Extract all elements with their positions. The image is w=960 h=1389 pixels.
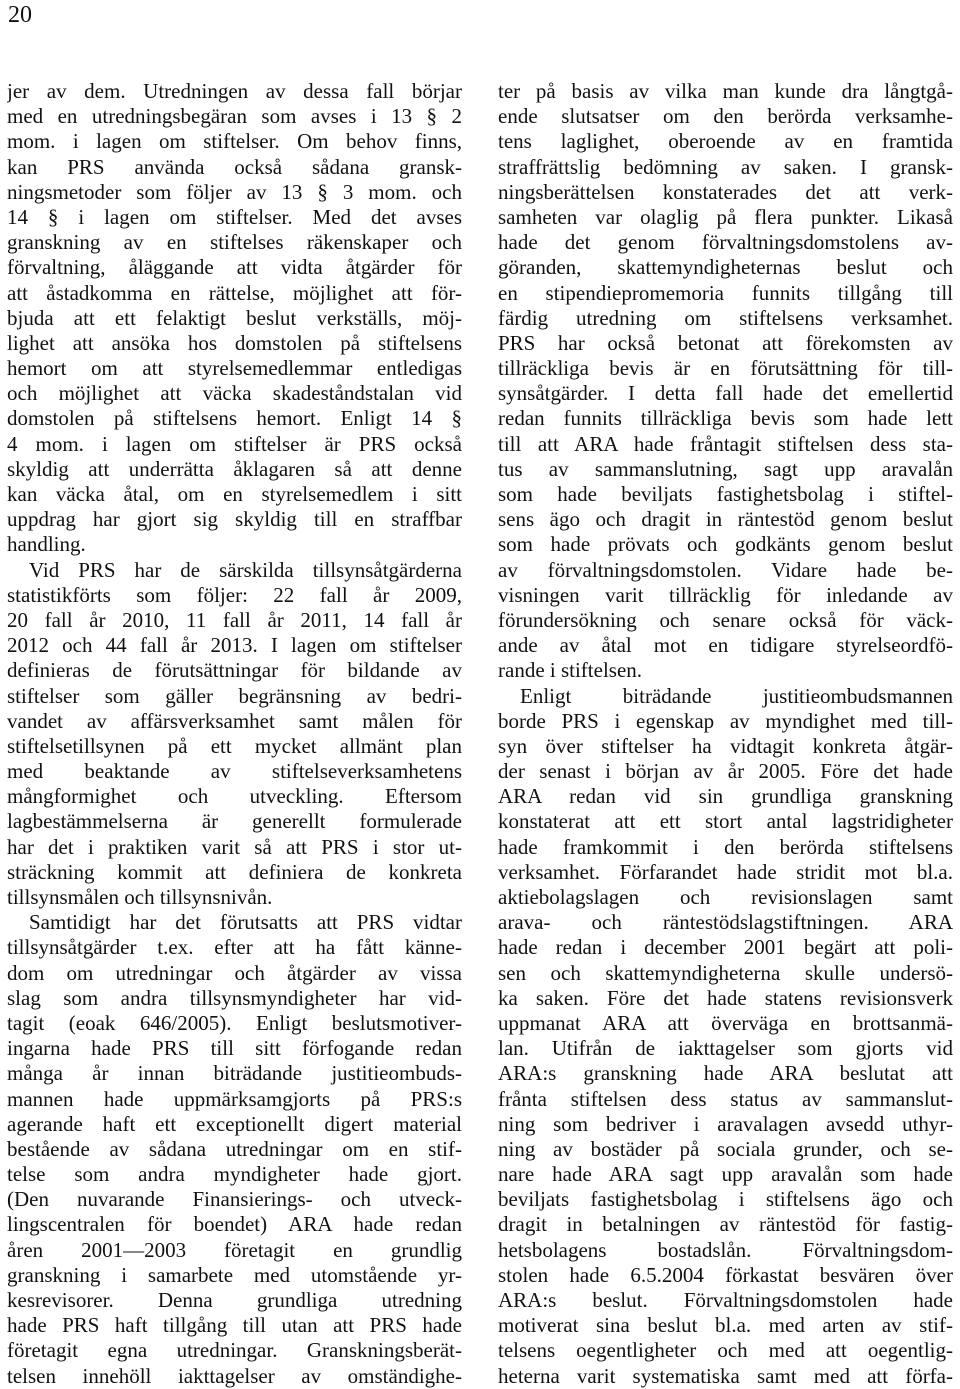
text-line: der senast i början av år 2005. Före det hade [498,759,953,784]
text-line: statistikförts som följer: 22 fall år 2009, [7,582,462,607]
text-line: arava- och räntestödslagstiftningen. ARA [498,910,953,935]
text-line: domstolen på stiftelsens hemort. Enligt 14 § [7,406,462,431]
text-line: agerande haft ett exceptionellt digert material [7,1111,462,1136]
text-line: synsåtgärder. I detta fall hade det emellertid [498,381,953,406]
text-line: 20 fall år 2010, 11 fall år 2011, 14 fall år [7,607,462,632]
text-line: tillräckliga bevis är en förutsättning för till- [498,356,953,381]
text-line: tagit (eoak 646/2005). Enligt beslutsmotiver- [7,1010,462,1035]
text-line: tillsynsmålen och tillsynsnivån. [7,885,273,910]
text-line: hade det genom förvaltningsdomstolens av- [498,230,953,255]
text-line: ning av bostäder på sociala grunder, och se- [498,1136,953,1161]
text-line: ning som bedriver i aravalagen avsedd uthyr- [498,1111,953,1136]
text-line: hemort om att styrelsemedlemmar entledigas [7,356,462,381]
text-line: hade redan i december 2001 begärt att poli- [498,935,953,960]
text-line: mannen hade uppmärksamgjorts på PRS:s [7,1086,462,1111]
text-line: bestående av sådana utredningar om en stif- [7,1136,462,1161]
text-line: heterna varit systematiska samt med att förfa- [498,1363,953,1388]
text-line: sens ägo och dragit in räntestöd genom beslut [498,507,953,532]
text-line: lingscentralen för boendet) ARA hade redan [7,1212,462,1237]
text-line: samheten var olaglig på flera punkter. Likaså [498,204,953,229]
text-line: som hade prövats och godkänts genom beslut [498,532,953,557]
text-line: motiverat sina beslut bl.a. med arten av stif- [498,1313,953,1338]
text-line: syn över stiftelser ha vidtagit konkreta åtgär- [498,733,953,758]
text-line: lan. Utifrån de iakttagelser som gjorts vid [498,1036,953,1061]
page-number: 20 [8,2,32,28]
text-line: jer av dem. Utredningen av dessa fall börjar [7,79,462,103]
text-line: telsens oegentligheter och med att oegentlig- [498,1338,953,1363]
text-line: skyldig att underrätta åklagaren så att denne [7,456,462,481]
text-line: dom om utredningar och åtgärder av vissa [7,960,462,985]
text-line: många år innan biträdande justitieombuds- [7,1061,462,1086]
text-line: stiftelser som gäller begränsning av bedri- [7,683,462,708]
text-line: Enligt biträdande justitieombudsmannen [520,683,953,708]
text-line: uppdrag har gjort sig skyldig till en straffbar [7,507,462,532]
text-line: Samtidigt har det förutsatts att PRS vidtar [29,910,462,935]
text-line: till att ARA hade fråntagit stiftelsen dess sta- [498,431,953,456]
text-line: nare hade ARA sagt upp aravalån som hade [498,1162,953,1187]
text-line: konstaterat att ett stort antal lagstridigheter [498,809,953,834]
text-line: definieras de förutsättningar för bildande av [7,658,462,683]
text-line: ende slutsatser om den berörda verksamhe- [498,104,953,129]
text-line: med en utredningsbegäran som avses i 13 § 2 [7,104,462,129]
text-line: PRS har också betonat att förekomsten av [498,330,953,355]
text-line: lagbestämmelserna är generellt formulerade [7,809,462,834]
text-line: åren 2001—2003 företagit en grundlig [7,1237,462,1262]
text-line: av förvaltningsdomstolen. Vidare hade be- [498,557,953,582]
text-line: ande av åtal mot en tidigare styrelseordfö- [498,633,953,658]
text-line: stolen hade 6.5.2004 förkastat besvären över [498,1262,953,1287]
text-line: hetsbolagens bostadslån. Förvaltningsdom- [498,1237,953,1262]
text-line: kan PRS använda också sådana gransk- [7,154,462,179]
text-line: lighet att ansöka hos domstolen på stiftelsens [7,330,462,355]
text-line: förundersökning och senare också för väck- [498,607,953,632]
text-line: en stipendiepromemoria funnits tillgång till [498,280,953,305]
text-line: förvaltning, åläggande att vidta åtgärder för [7,255,462,280]
text-line: uppmanat ARA att överväga en brottsanmä- [498,1010,953,1035]
left-column [7,79,462,1389]
text-line: visningen varit tillräcklig för inledande av [498,582,953,607]
text-line: kesrevisorer. Denna grundliga utredning [7,1288,462,1313]
text-line: ka saken. Före det hade statens revisionsverk [498,985,953,1010]
text-line: redan funnits tillräckliga bevis som hade lett [498,406,953,431]
right-column [498,79,953,1389]
text-line: bjuda att ett felaktigt beslut verkställs, möj- [7,305,462,330]
text-line: borde PRS i egenskap av myndighet med till- [498,708,953,733]
text-line: rande i stiftelsen. [498,658,643,683]
text-line: stiftelsetillsynen på ett mycket allmänt plan [7,733,462,758]
text-line: (Den nuvarande Finansierings- och utveck- [7,1187,462,1212]
text-line: ter på basis av vilka man kunde dra långtgå- [498,79,953,103]
text-line: mångformighet och utveckling. Eftersom [7,784,462,809]
text-line: kan väcka åtal, om en styrelsemedlem i sitt [7,482,462,506]
text-line: aktiebolagslagen och revisionslagen samt [498,885,953,910]
text-line: fråntа stiftelsen dess status av sammanslut- [498,1086,953,1111]
text-line: göranden, skattemyndigheternas beslut och [498,255,953,280]
text-line: tus av sammanslutning, sagt upp aravalån [498,456,953,481]
text-line: 2012 och 44 fall år 2013. I lagen om stiftelser [7,633,462,658]
text-line: ingarna hade PRS till sitt förfogande redan [7,1036,462,1061]
text-line: tens laglighet, oberoende av en framtida [498,129,953,154]
text-line: Vid PRS har de särskilda tillsynsåtgärderna [29,557,462,582]
text-line: vandet av affärsverksamhet samt målen för [7,708,462,733]
text-line: med beaktande av stiftelseverksamhetens [7,759,462,784]
text-line: 14 § i lagen om stiftelser. Med det avses [7,204,462,229]
text-line: granskning av en stiftelses räkenskaper och [7,230,462,255]
text-line: ARA:s granskning hade ARA beslutat att [498,1061,953,1086]
text-line: slag som andra tillsynsmyndigheter har vid- [7,985,462,1010]
text-line: färdig utredning om stiftelsens verksamhet. [498,305,953,330]
text-line: hade framkommit i den berörda stiftelsens [498,834,953,859]
text-line: tillsynsåtgärder t.ex. efter att ha fått känne- [7,935,462,960]
text-line: företagit egna utredningar. Granskningsberät- [7,1338,462,1363]
text-line: ARA:s beslut. Förvaltningsdomstolen hade [498,1288,953,1313]
text-line: verksamhet. Förfarandet hade stridit mot bl.a. [498,859,953,884]
text-line: har det i praktiken varit så att PRS i stor ut- [7,834,462,859]
text-line: ningsberättelsen konstaterades det att verk- [498,179,953,204]
text-line: 4 mom. i lagen om stiftelser är PRS också [7,431,462,456]
text-line: att åstadkomma en rättelse, möjlighet att för- [7,280,462,305]
text-line: telsen innehöll iakttagelser av omständighe- [7,1363,462,1388]
text-line: handling. [7,532,86,557]
text-line: telse som andra myndigheter hade gjort. [7,1162,462,1187]
text-line: och möjlighet att väcka skadeståndstalan vid [7,381,462,406]
text-line: beviljats fastighetsbolag i stiftelsens ägo och [498,1187,953,1212]
text-line: ningsmetoder som följer av 13 § 3 mom. och [7,179,462,204]
text-line: sen och skattemyndigheterna skulle undersö- [498,960,953,985]
text-line: ARA redan vid sin grundliga granskning [498,784,953,809]
text-line: hade PRS haft tillgång till utan att PRS hade [7,1313,462,1338]
text-line: granskning i samarbete med utomstående yr- [7,1262,462,1287]
text-line: dragit in betalningen av räntestöd för fastig- [498,1212,953,1237]
text-line: som hade beviljats fastighetsbolag i stiftel- [498,482,953,506]
text-line: sträckning kommit att definiera de konkreta [7,859,462,884]
text-line: mom. i lagen om stiftelser. Om behov finns, [7,129,462,154]
text-line: straffrättslig bedömning av saken. I gransk- [498,154,953,179]
